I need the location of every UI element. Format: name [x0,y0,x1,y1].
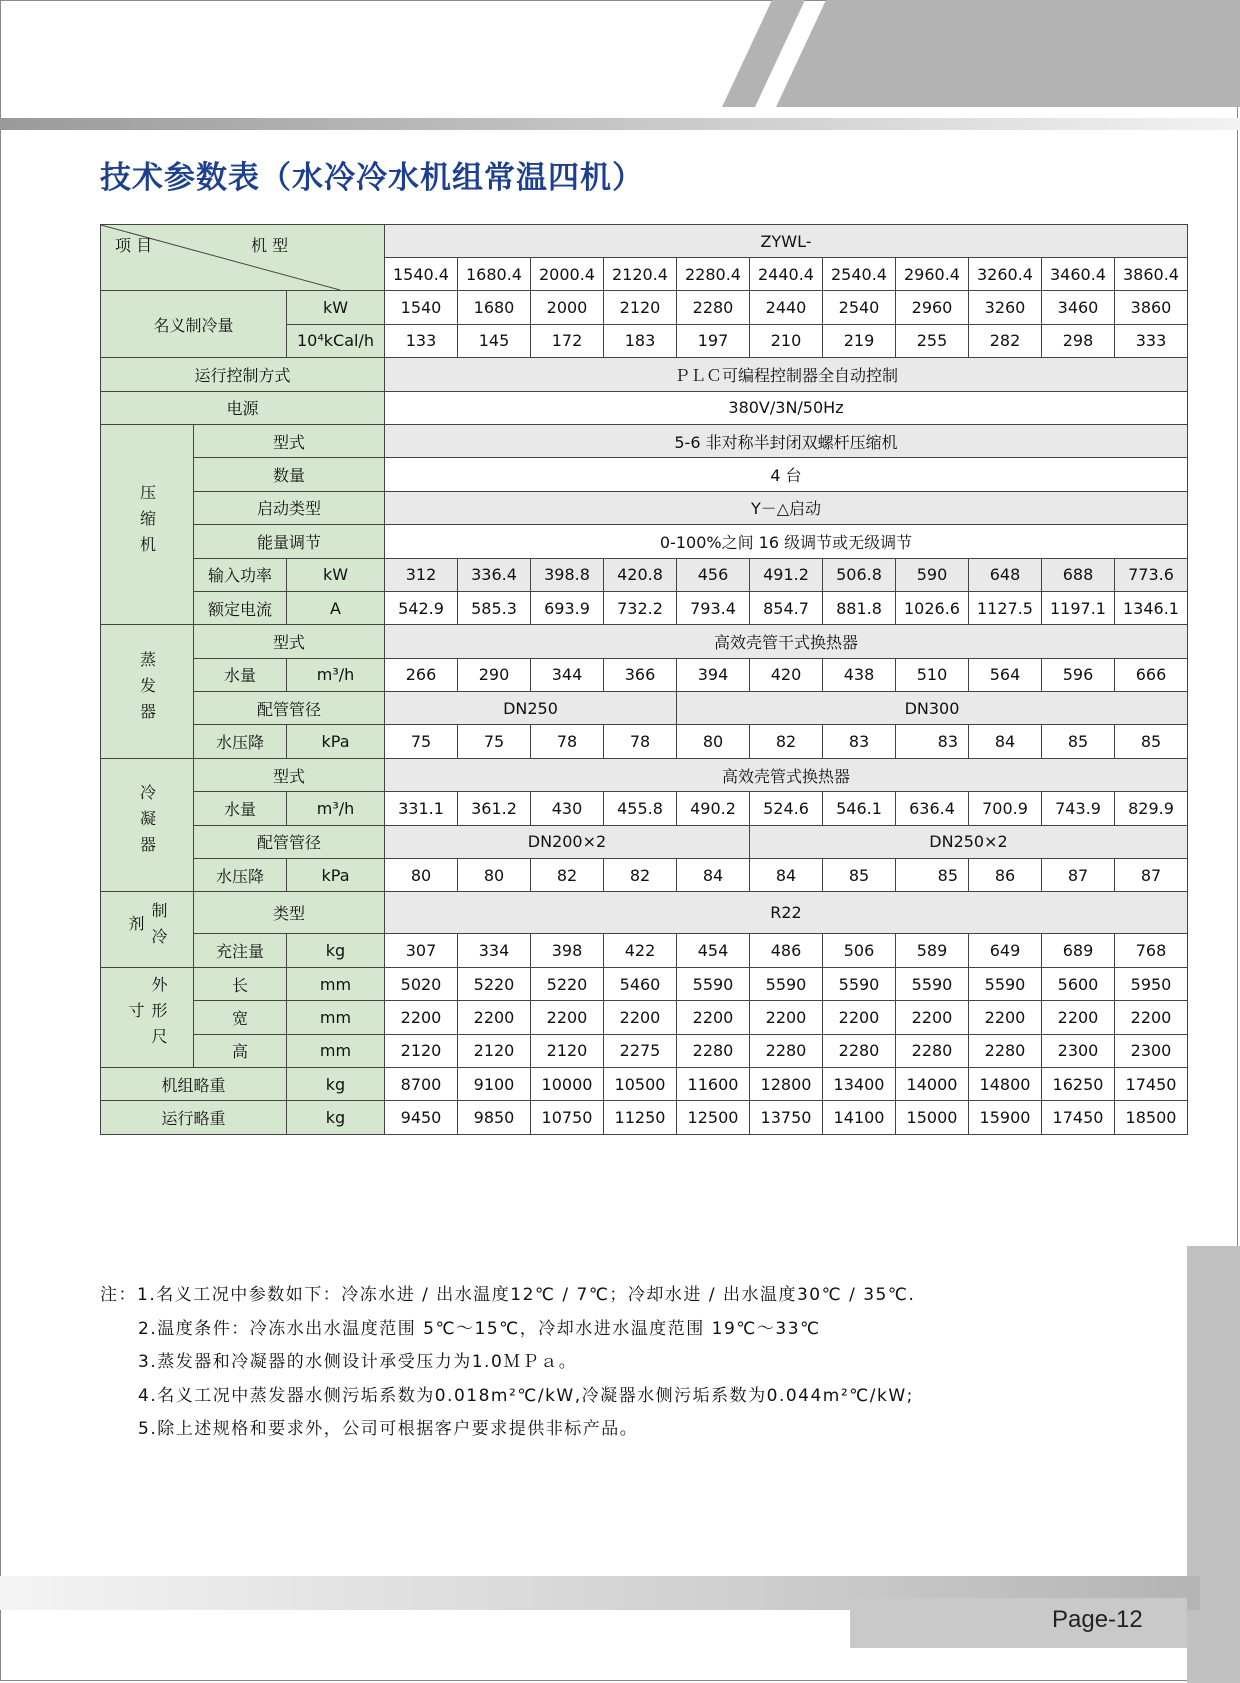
value-cell: 75 [458,725,531,758]
value-cell: 9850 [458,1101,531,1134]
value-cell: 2200 [531,1001,604,1034]
value-cell: 1680 [458,291,531,324]
value-cell: 2120 [604,291,677,324]
table-row [101,825,1188,858]
table-row [101,758,1188,791]
value-cell: 12800 [750,1067,823,1100]
value-cell: 542.9 [385,591,458,624]
value-cell: 422 [604,934,677,967]
group-label [101,967,194,1067]
series-header: ZYWL- [385,225,1188,258]
value-cell: 506.8 [823,558,896,591]
model-label: 机 型 [251,236,289,256]
table-row [101,525,1188,558]
span-value: DN300 [677,692,1188,725]
value-cell: 510 [896,658,969,691]
value-cell: 84 [677,859,750,892]
row-label: 配管管径 [194,825,385,858]
value-cell: 133 [385,324,458,357]
value-cell: 336.4 [458,558,531,591]
value-cell: 85 [823,859,896,892]
value-cell: 2120 [531,1034,604,1067]
row-label: 水量 [194,658,287,691]
value-cell: 18500 [1115,1101,1188,1134]
value-cell: 3860 [1115,291,1188,324]
row-label: 输入功率 [194,558,287,591]
row-label: 型式 [194,424,385,457]
unit-cell: mm [287,967,385,1000]
table-row [101,859,1188,892]
value-cell: 11600 [677,1067,750,1100]
note-3: 3.蒸发器和冷凝器的水侧设计承受压力为1.0ＭＰａ。 [138,1352,578,1372]
value-cell: 5220 [531,967,604,1000]
value-cell: 290 [458,658,531,691]
value-cell: 2280 [750,1034,823,1067]
value-cell: 333 [1115,324,1188,357]
table-row [101,591,1188,624]
table-row [101,1101,1188,1134]
value-cell: 10000 [531,1067,604,1100]
table-row [101,967,1188,1000]
value-cell: 5590 [823,967,896,1000]
value-cell: 1680.4 [458,258,531,291]
value-cell: 84 [750,859,823,892]
value-cell: 693.9 [531,591,604,624]
value-cell: 14800 [969,1067,1042,1100]
value-cell: 486 [750,934,823,967]
row-label: 配管管径 [194,692,385,725]
table-row [101,725,1188,758]
row-label: 水压降 [194,725,287,758]
group-label [101,758,194,892]
row-label: 启动类型 [194,491,385,524]
value-cell: 3460 [1042,291,1115,324]
value-cell: 590 [896,558,969,591]
table-row [101,1001,1188,1034]
value-cell: 255 [896,324,969,357]
table-row [101,458,1188,491]
table-row [101,558,1188,591]
value-cell: 732.2 [604,591,677,624]
page-title: 技术参数表（水冷冷水机组常温四机） [100,160,644,196]
value-cell: 5590 [677,967,750,1000]
value-cell: 2960.4 [896,258,969,291]
value-cell: 5460 [604,967,677,1000]
value-cell: 5020 [385,967,458,1000]
value-cell: 2120.4 [604,258,677,291]
value-cell: 2200 [385,1001,458,1034]
unit-cell: kg [287,1067,385,1100]
value-cell: 5590 [750,967,823,1000]
value-cell: 1127.5 [969,591,1042,624]
value-cell: 17450 [1042,1101,1115,1134]
row-label: 水量 [194,792,287,825]
span-value: DN250×2 [750,825,1188,858]
value-cell: 2440 [750,291,823,324]
value-cell: 9100 [458,1067,531,1100]
table-row [101,892,1188,934]
value-cell: 10500 [604,1067,677,1100]
value-cell: 266 [385,658,458,691]
table-row [101,792,1188,825]
value-cell: 589 [896,934,969,967]
value-cell: 2440.4 [750,258,823,291]
value-cell: 8700 [385,1067,458,1100]
row-label: 运行控制方式 [101,358,385,391]
value-cell: 2000.4 [531,258,604,291]
value-cell: 689 [1042,934,1115,967]
unit-cell: kg [287,934,385,967]
table-row [101,934,1188,967]
value-cell: 636.4 [896,792,969,825]
value-cell: 1197.1 [1042,591,1115,624]
value-cell: 219 [823,324,896,357]
unit-cell: 10⁴kCal/h [287,324,385,357]
span-value: R22 [385,892,1188,934]
value-cell: 87 [1115,859,1188,892]
value-cell: 420 [750,658,823,691]
header-diagonal-cell [101,225,384,290]
value-cell: 172 [531,324,604,357]
page-number: Page-12 [1052,1606,1143,1633]
value-cell: 80 [385,859,458,892]
value-cell: 506 [823,934,896,967]
value-cell: 10750 [531,1101,604,1134]
value-cell: 1540 [385,291,458,324]
value-cell: 456 [677,558,750,591]
table-row [101,491,1188,524]
span-value: DN200×2 [385,825,750,858]
row-label: 数量 [194,458,385,491]
value-cell: 430 [531,792,604,825]
value-cell: 2280 [677,291,750,324]
table-row [101,358,1188,391]
unit-cell: mm [287,1001,385,1034]
value-cell: 2200 [823,1001,896,1034]
value-cell: 524.6 [750,792,823,825]
value-cell: 13750 [750,1101,823,1134]
group-label [101,625,194,759]
group-label-text: 制冷剂 [126,901,168,954]
value-cell: 15000 [896,1101,969,1134]
value-cell: 80 [458,859,531,892]
unit-cell: mm [287,1034,385,1067]
value-cell: 14000 [896,1067,969,1100]
value-cell: 666 [1115,658,1188,691]
span-value: 380V/3N/50Hz [385,391,1188,424]
note-2: 2.温度条件：冷冻水出水温度范围 5℃～15℃，冷却水进水温度范围 19℃～33℃ [138,1318,821,1339]
value-cell: 183 [604,324,677,357]
span-value: 0-100%之间 16 级调节或无级调节 [385,525,1188,558]
value-cell: 773.6 [1115,558,1188,591]
value-cell: 12500 [677,1101,750,1134]
value-cell: 5590 [969,967,1042,1000]
value-cell: 2200 [896,1001,969,1034]
value-cell: 854.7 [750,591,823,624]
value-cell: 15900 [969,1101,1042,1134]
row-label: 高 [194,1034,287,1067]
value-cell: 1540.4 [385,258,458,291]
value-cell: 2280 [969,1034,1042,1067]
value-cell: 398 [531,934,604,967]
value-cell: 5950 [1115,967,1188,1000]
row-label: 电源 [101,391,385,424]
value-cell: 2300 [1115,1034,1188,1067]
value-cell: 84 [969,725,1042,758]
value-cell: 2280 [823,1034,896,1067]
span-value: DN250 [385,692,677,725]
value-cell: 2200 [458,1001,531,1034]
note-5: 5.除上述规格和要求外，公司可根据客户要求提供非标产品。 [138,1419,639,1439]
group-label-text: 蒸发器 [137,650,157,729]
value-cell: 85 [1115,725,1188,758]
value-cell: 700.9 [969,792,1042,825]
value-cell: 282 [969,324,1042,357]
item-label: 项 目 [115,236,153,256]
unit-cell: A [287,591,385,624]
value-cell: 2200 [1115,1001,1188,1034]
row-label: 充注量 [194,934,287,967]
value-cell: 2200 [969,1001,1042,1034]
value-cell: 881.8 [823,591,896,624]
value-cell: 87 [1042,859,1115,892]
header-corner [101,225,385,291]
value-cell: 331.1 [385,792,458,825]
value-cell: 546.1 [823,792,896,825]
table-row [101,625,1188,658]
value-cell: 86 [969,859,1042,892]
value-cell: 3260.4 [969,258,1042,291]
group-label-text: 外形尺寸 [126,976,168,1055]
footer-side-strip [1187,1246,1240,1683]
table-row [101,424,1188,457]
row-label: 水压降 [194,859,287,892]
value-cell: 83 [823,725,896,758]
value-cell: 1346.1 [1115,591,1188,624]
value-cell: 3460.4 [1042,258,1115,291]
span-value: 5-6 非对称半封闭双螺杆压缩机 [385,424,1188,457]
value-cell: 2275 [604,1034,677,1067]
table-row [101,391,1188,424]
value-cell: 394 [677,658,750,691]
value-cell: 9450 [385,1101,458,1134]
table-row [101,658,1188,691]
value-cell: 2000 [531,291,604,324]
value-cell: 298 [1042,324,1115,357]
row-label: 能量调节 [194,525,385,558]
value-cell: 5220 [458,967,531,1000]
table-row [101,225,1188,258]
row-label: 型式 [194,758,385,791]
table-row [101,692,1188,725]
value-cell: 454 [677,934,750,967]
row-label: 型式 [194,625,385,658]
unit-cell: kW [287,558,385,591]
value-cell: 78 [531,725,604,758]
value-cell: 649 [969,934,1042,967]
group-label-text: 压缩机 [137,483,157,562]
unit-cell: kW [287,291,385,324]
row-label: 类型 [194,892,385,934]
unit-cell: m³/h [287,792,385,825]
spec-table [100,224,1188,1135]
span-value: ＰＬＣ可编程控制器全自动控制 [385,358,1188,391]
value-cell: 2120 [458,1034,531,1067]
row-label: 宽 [194,1001,287,1034]
value-cell: 3260 [969,291,1042,324]
value-cell: 85 [1042,725,1115,758]
value-cell: 85 [896,859,969,892]
row-label: 额定电流 [194,591,287,624]
table-row [101,1034,1188,1067]
value-cell: 2200 [604,1001,677,1034]
row-label: 运行略重 [101,1101,287,1134]
value-cell: 648 [969,558,1042,591]
value-cell: 585.3 [458,591,531,624]
value-cell: 145 [458,324,531,357]
value-cell: 82 [531,859,604,892]
value-cell: 398.8 [531,558,604,591]
value-cell: 455.8 [604,792,677,825]
value-cell: 768 [1115,934,1188,967]
value-cell: 564 [969,658,1042,691]
value-cell: 307 [385,934,458,967]
value-cell: 11250 [604,1101,677,1134]
value-cell: 75 [385,725,458,758]
note-4: 4.名义工况中蒸发器水侧污垢系数为0.018m²℃/kW,冷凝器水侧污垢系数为0.044m²℃/kW; [138,1385,914,1406]
value-cell: 2200 [1042,1001,1115,1034]
notes [100,1279,915,1447]
span-value: 高效壳管干式换热器 [385,625,1188,658]
value-cell: 2200 [750,1001,823,1034]
group-label-text: 冷凝器 [137,784,157,863]
value-cell: 361.2 [458,792,531,825]
value-cell: 82 [750,725,823,758]
value-cell: 82 [604,859,677,892]
span-value: 高效壳管式换热器 [385,758,1188,791]
unit-cell: m³/h [287,658,385,691]
note-1: 注：1.名义工况中参数如下：冷冻水进 / 出水温度12℃ / 7℃；冷却水进 / 出水温度30℃ / 35℃. [100,1285,916,1305]
value-cell: 829.9 [1115,792,1188,825]
value-cell: 344 [531,658,604,691]
value-cell: 334 [458,934,531,967]
unit-cell: kPa [287,859,385,892]
header-band [0,118,1240,130]
unit-cell: kPa [287,725,385,758]
table-row [101,1067,1188,1100]
header-stripes [0,0,1240,110]
value-cell: 438 [823,658,896,691]
row-label: 长 [194,967,287,1000]
value-cell: 491.2 [750,558,823,591]
value-cell: 312 [385,558,458,591]
group-label [101,424,194,624]
value-cell: 2960 [896,291,969,324]
value-cell: 2280 [896,1034,969,1067]
table-row [101,291,1188,324]
value-cell: 14100 [823,1101,896,1134]
value-cell: 83 [896,725,969,758]
value-cell: 743.9 [1042,792,1115,825]
row-label: 名义制冷量 [101,291,287,358]
value-cell: 210 [750,324,823,357]
value-cell: 13400 [823,1067,896,1100]
value-cell: 3860.4 [1115,258,1188,291]
span-value: Y－△启动 [385,491,1188,524]
span-value: 4 台 [385,458,1188,491]
value-cell: 596 [1042,658,1115,691]
value-cell: 490.2 [677,792,750,825]
unit-cell: kg [287,1101,385,1134]
value-cell: 2280.4 [677,258,750,291]
value-cell: 366 [604,658,677,691]
value-cell: 16250 [1042,1067,1115,1100]
value-cell: 78 [604,725,677,758]
value-cell: 17450 [1115,1067,1188,1100]
value-cell: 1026.6 [896,591,969,624]
value-cell: 2280 [677,1034,750,1067]
value-cell: 793.4 [677,591,750,624]
value-cell: 2540.4 [823,258,896,291]
row-label: 机组略重 [101,1067,287,1100]
value-cell: 2200 [677,1001,750,1034]
value-cell: 420.8 [604,558,677,591]
value-cell: 5590 [896,967,969,1000]
value-cell: 688 [1042,558,1115,591]
value-cell: 5600 [1042,967,1115,1000]
value-cell: 197 [677,324,750,357]
value-cell: 80 [677,725,750,758]
value-cell: 2300 [1042,1034,1115,1067]
value-cell: 2120 [385,1034,458,1067]
group-label [101,892,194,967]
value-cell: 2540 [823,291,896,324]
